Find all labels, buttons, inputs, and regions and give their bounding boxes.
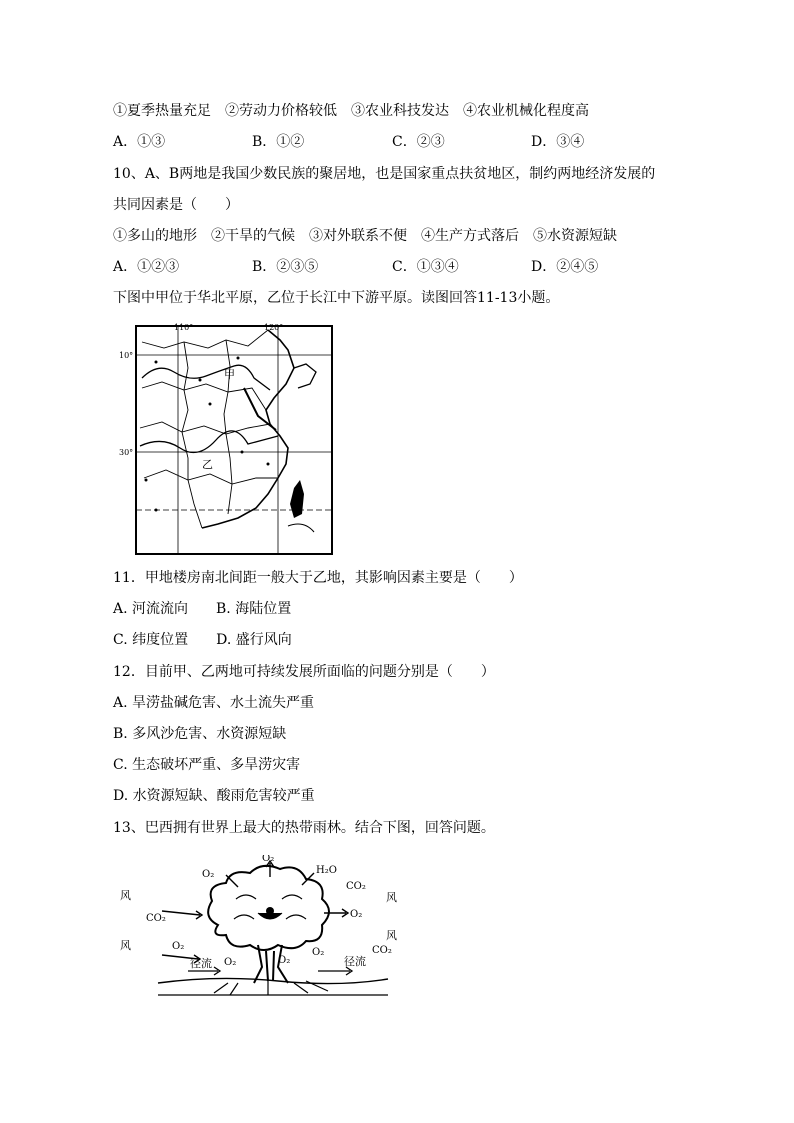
q11-options-row2: C. 纬度位置 D. 盛行风向 <box>113 632 292 648</box>
label-o2-2: O₂ <box>262 855 275 864</box>
q10-stem-line2: 共同因素是（ ） <box>113 197 239 213</box>
label-co2-2: CO₂ <box>146 913 166 924</box>
q12-stem: 12．目前甲、乙两地可持续发展所面临的问题分别是（ ） <box>113 664 495 680</box>
label-wind-3: 风 <box>386 891 397 904</box>
label-wind-1: 风 <box>120 889 131 902</box>
q12-option-d: D. 水资源短缺、酸雨危害较严重 <box>113 788 315 804</box>
q12-option-b: B. 多风沙危害、水资源短缺 <box>113 726 287 742</box>
label-runoff-2: 径流 <box>344 955 366 968</box>
label-o2-4: O₂ <box>172 941 185 952</box>
q12-option-a: A. 旱涝盐碱危害、水土流失严重 <box>113 695 315 711</box>
q11-stem: 11．甲地楼房南北间距一般大于乙地，其影响因素主要是（ ） <box>113 570 523 586</box>
label-o2-1: O₂ <box>202 869 215 880</box>
lon-label-120: 120° <box>264 323 284 332</box>
label-co2-3: CO₂ <box>372 945 392 956</box>
rainforest-cycle-figure <box>118 855 418 1000</box>
label-runoff-1: 径流 <box>190 957 212 970</box>
china-east-map <box>118 318 336 558</box>
q9-factors: ①夏季热量充足 ②劳动力价格较低 ③农业科技发达 ④农业机械化程度高 <box>113 103 589 119</box>
map-intro: 下图中甲位于华北平原，乙位于长江中下游平原。读图回答11-13小题。 <box>113 290 560 306</box>
label-o2-6: O₂ <box>312 947 325 958</box>
q9-option-a: A．①③ <box>113 134 166 150</box>
q10-option-d: D．②④⑤ <box>531 259 599 275</box>
place-yi: 乙 <box>202 458 213 471</box>
q10-option-c: C．①③④ <box>392 259 459 275</box>
label-o2-5: O₂ <box>224 957 237 968</box>
q9-option-d: D．③④ <box>531 134 585 150</box>
label-h2o: H₂O <box>316 865 337 876</box>
label-wind-4: 风 <box>386 929 397 942</box>
place-jia: 甲 <box>224 368 235 381</box>
q10-factors: ①多山的地形 ②干旱的气候 ③对外联系不便 ④生产方式落后 ⑤水资源短缺 <box>113 228 617 244</box>
q11-options-row1: A. 河流流向 B. 海陆位置 <box>113 601 292 617</box>
q9-option-b: B．①② <box>252 134 305 150</box>
label-o2-7: O₂ <box>278 955 291 966</box>
q13-stem: 13、巴西拥有世界上最大的热带雨林。结合下图，回答问题。 <box>113 820 495 836</box>
q10-option-b: B．②③⑤ <box>252 259 319 275</box>
q9-option-c: C．②③ <box>392 134 445 150</box>
q12-option-c: C. 生态破坏严重、多旱涝灾害 <box>113 757 301 773</box>
q10-option-a: A．①②③ <box>113 259 180 275</box>
lat-label-10: 10° <box>119 351 134 360</box>
q10-stem-line1: 10、A、B两地是我国少数民族的聚居地，也是国家重点扶贫地区，制约两地经济发展的 <box>113 166 656 182</box>
label-co2-1: CO₂ <box>346 881 366 892</box>
label-wind-2: 风 <box>120 939 131 952</box>
lat-label-30: 30° <box>119 448 134 457</box>
label-o2-3: O₂ <box>350 909 363 920</box>
lon-label-110: 110° <box>174 323 194 332</box>
